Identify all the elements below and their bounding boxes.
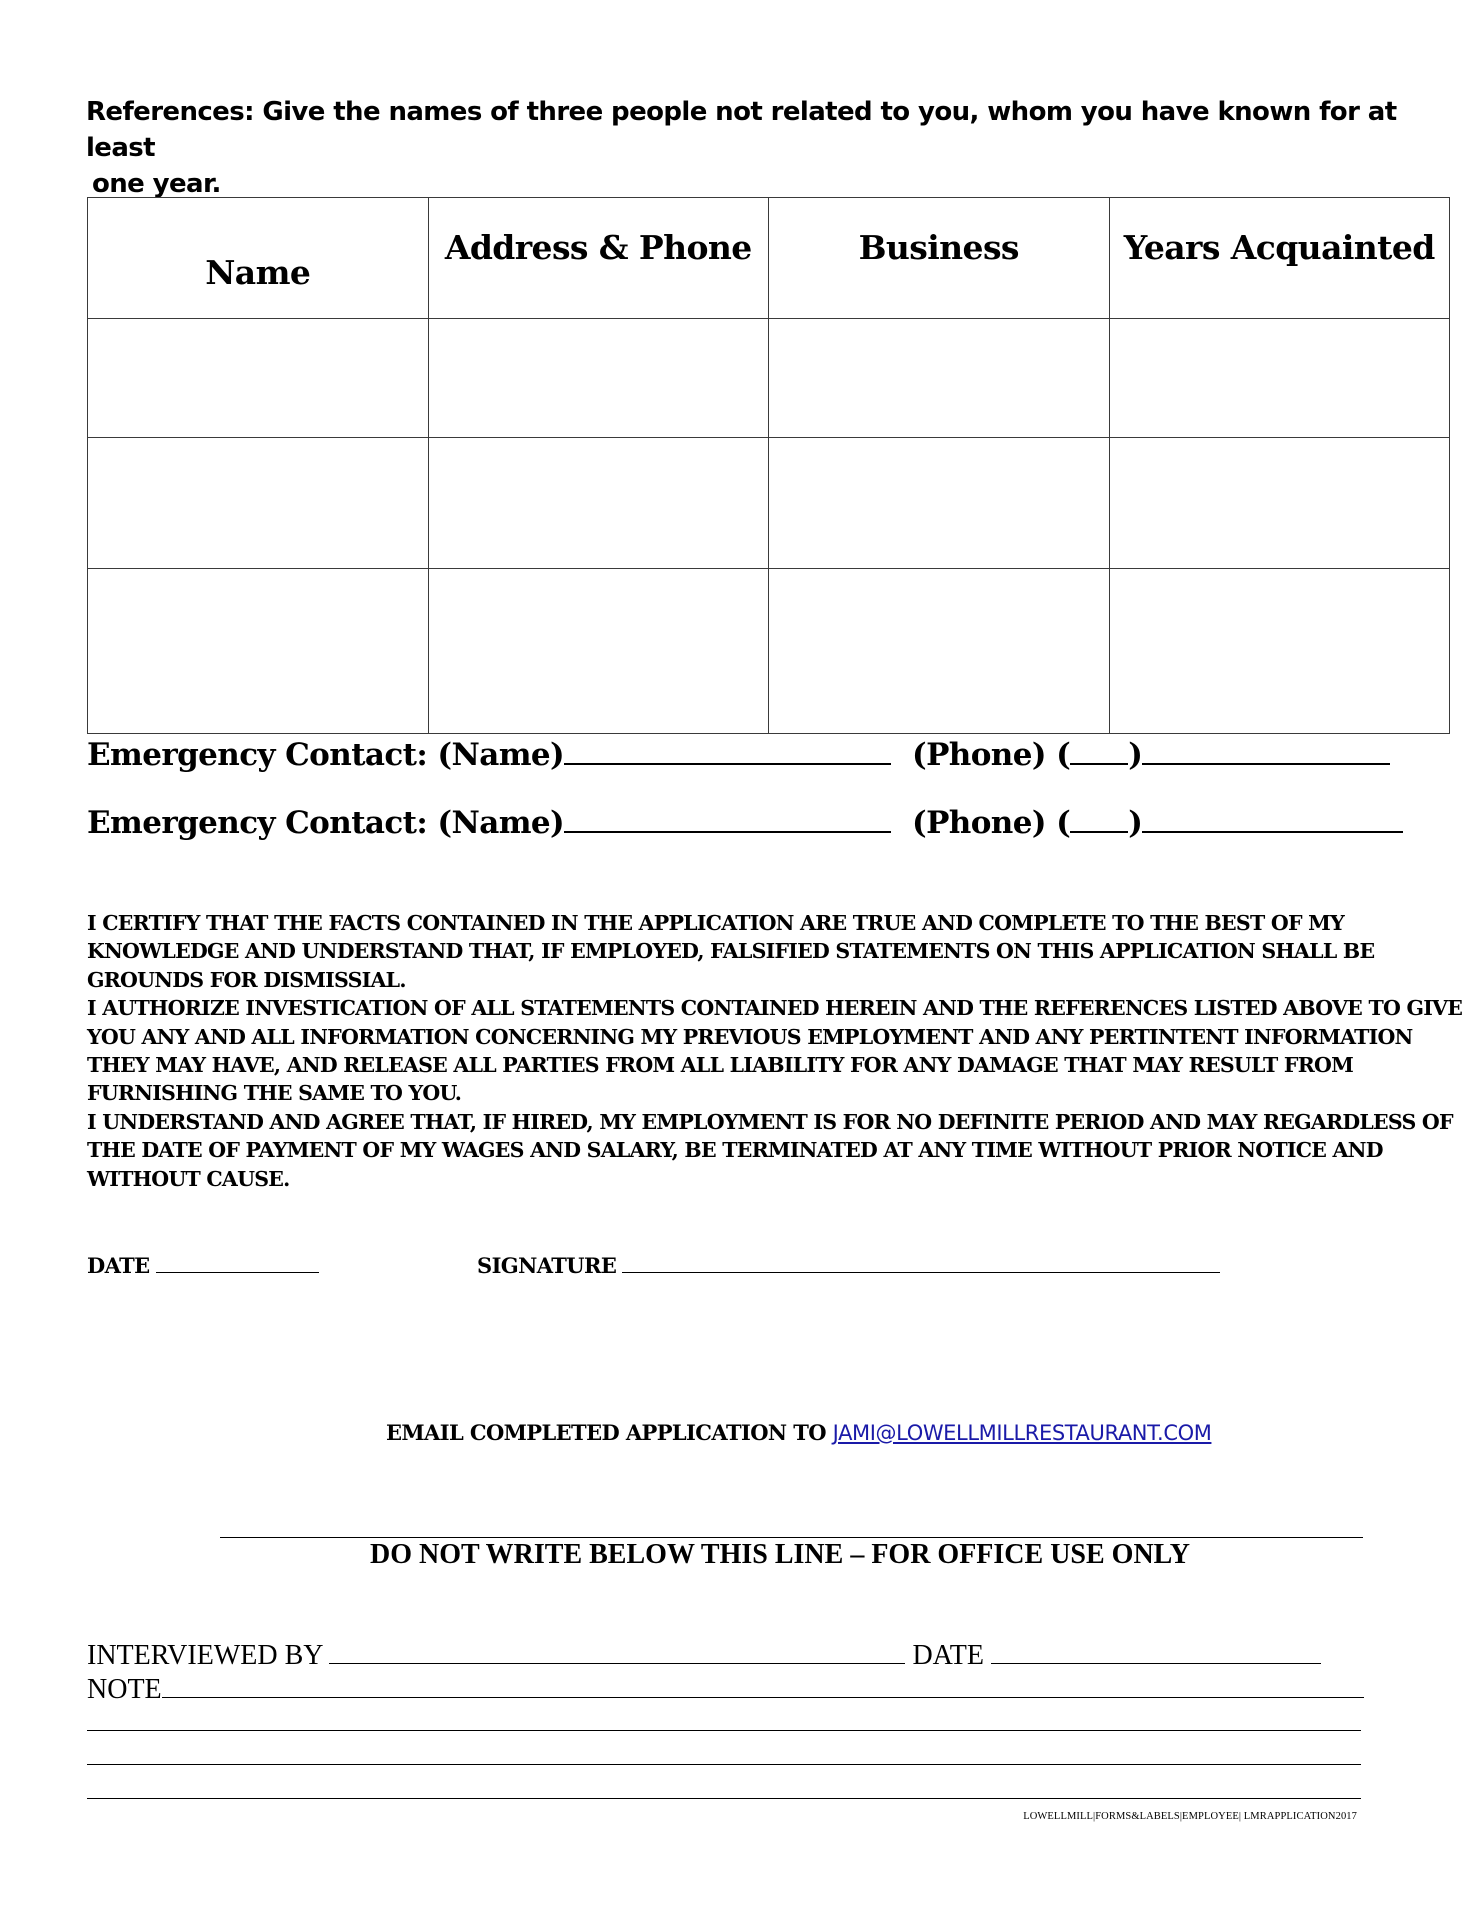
reference-row-3 (88, 569, 1450, 734)
emergency-phone-2-label-open: (Phone) ( (912, 805, 1071, 841)
interviewed-by-row (87, 1640, 1321, 1672)
interviewed-by-field[interactable] (329, 1641, 905, 1664)
interview-date-field[interactable] (991, 1641, 1321, 1664)
reference-row-2 (88, 438, 1450, 569)
emergency-phone-2 (912, 803, 1403, 841)
column-header-name: Name (88, 198, 429, 319)
reference-row-1 (88, 319, 1450, 438)
reference-2-years-cell[interactable] (1109, 438, 1450, 569)
note-row (87, 1674, 1364, 1706)
emergency-phone-1-number-field[interactable] (1142, 735, 1390, 765)
reference-3-address-phone-cell[interactable] (428, 569, 769, 734)
reference-3-years-cell[interactable] (1109, 569, 1450, 734)
note-label: NOTE (87, 1674, 162, 1705)
note-field-line-4[interactable] (87, 1798, 1361, 1799)
emergency-phone-2-label-close: ) (1128, 805, 1143, 841)
emergency-contact-2-label: Emergency Contact: (Name) (87, 805, 565, 841)
certification-paragraph-1: I CERTIFY THAT THE FACTS CONTAINED IN THE APPLICATION ARE TRUE AND COMPLETE TO THE BEST OF MY KNOWLEDGE AND UNDERSTAND THAT, IF EMPLOYED, FALSIFIED STATEMENTS ON THIS APPLICATION SHALL BE GROUNDS FOR DISMISSIAL. (87, 911, 1375, 992)
column-header-address-phone: Address & Phone (428, 198, 769, 319)
certification-paragraph-3: I UNDERSTAND AND AGREE THAT, IF HIRED, MY EMPLOYMENT IS FOR NO DEFINITE PERIOD AND MAY REGARDLESS OF THE DATE OF PAYMENT OF MY WAGES AND SALARY, BE TERMINATED AT ANY TIME WITHOUT PRIOR NOTICE AND WITHOUT CAUSE. (87, 1109, 1453, 1191)
email-instruction (386, 1420, 1211, 1445)
signature-field[interactable] (622, 1252, 1220, 1273)
reference-1-name-cell[interactable] (88, 319, 429, 438)
emergency-contact-1-label: Emergency Contact: (Name) (87, 737, 565, 773)
interviewed-by-label: INTERVIEWED BY (87, 1640, 323, 1671)
emergency-phone-2-number-field[interactable] (1142, 803, 1403, 833)
certification-statement (87, 909, 1467, 1193)
column-header-business: Business (769, 198, 1110, 319)
reference-3-business-cell[interactable] (769, 569, 1110, 734)
signature-row (477, 1252, 1220, 1278)
emergency-contact-1-name-field[interactable] (564, 735, 891, 765)
footer-document-code: LOWELLMILL|FORMS&LABELS|EMPLOYEE| LMRAPPLICATION2017 (1023, 1811, 1357, 1822)
emergency-phone-2-area-code-field[interactable] (1070, 803, 1128, 833)
references-instruction-line2: one year. (92, 169, 221, 199)
date-row (87, 1252, 319, 1278)
emergency-phone-1-area-code-field[interactable] (1070, 735, 1128, 765)
date-field[interactable] (156, 1252, 319, 1273)
column-header-years-acquainted: Years Acquainted (1109, 198, 1450, 319)
interview-date-label: DATE (912, 1640, 984, 1671)
reference-2-business-cell[interactable] (769, 438, 1110, 569)
emergency-phone-1-label-open: (Phone) ( (912, 737, 1071, 773)
reference-1-years-cell[interactable] (1109, 319, 1450, 438)
date-label: DATE (87, 1253, 150, 1278)
reference-1-address-phone-cell[interactable] (428, 319, 769, 438)
emergency-contact-1 (87, 735, 891, 773)
note-field-line-1[interactable] (162, 1675, 1364, 1698)
email-link[interactable]: JAMI@LOWELLMILLRESTAURANT.COM (832, 1421, 1212, 1445)
reference-2-address-phone-cell[interactable] (428, 438, 769, 569)
emergency-phone-1-label-close: ) (1128, 737, 1143, 773)
references-instruction-line1: References: Give the names of three people not related to you, whom you have known for at least (86, 97, 1397, 163)
emergency-contact-2-name-field[interactable] (564, 803, 891, 833)
email-prefix: EMAIL COMPLETED APPLICATION TO (386, 1420, 826, 1445)
signature-label: SIGNATURE (477, 1253, 617, 1278)
emergency-phone-1 (912, 735, 1390, 773)
references-table (87, 197, 1450, 734)
note-field-line-2[interactable] (87, 1730, 1361, 1731)
references-header-row (88, 198, 1450, 319)
certification-paragraph-2: I AUTHORIZE INVESTICATION OF ALL STATEMENTS CONTAINED HEREIN AND THE REFERENCES LISTED ABOVE TO GIVE YOU ANY AND ALL INFORMATION CONCERNING MY PREVIOUS EMPLOYMENT AND ANY PERTINTENT INFORMATION THEY MAY HAVE, AND RELEASE ALL PARTIES FROM ALL LIABILITY FOR ANY DAMAGE THAT MAY RESULT FROM FURNISHING THE SAME TO YOU. (87, 996, 1463, 1106)
reference-3-name-cell[interactable] (88, 569, 429, 734)
reference-2-name-cell[interactable] (88, 438, 429, 569)
office-use-heading: DO NOT WRITE BELOW THIS LINE – FOR OFFICE USE ONLY (370, 1539, 1190, 1570)
reference-1-business-cell[interactable] (769, 319, 1110, 438)
emergency-contact-2 (87, 803, 891, 841)
office-use-separator-line (220, 1537, 1363, 1538)
references-instruction (86, 94, 1416, 202)
note-field-line-3[interactable] (87, 1764, 1361, 1765)
